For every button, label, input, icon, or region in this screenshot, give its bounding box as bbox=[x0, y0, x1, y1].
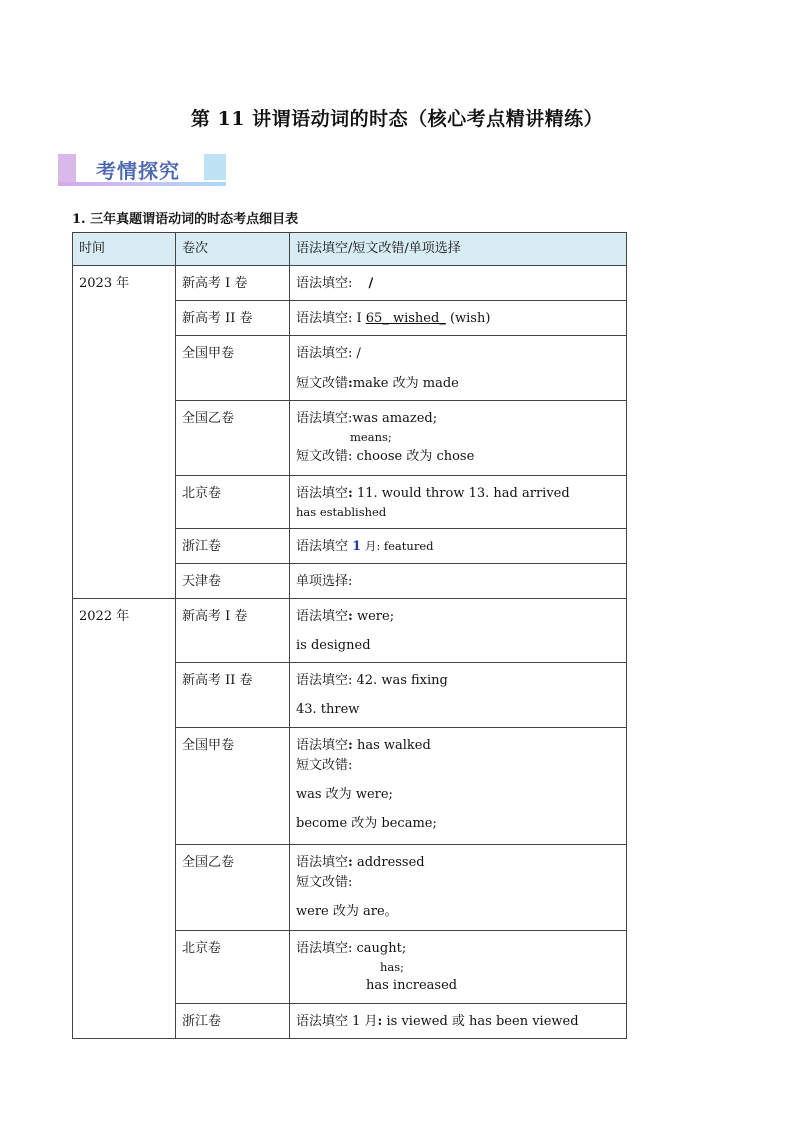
cell-text: : bbox=[348, 737, 353, 753]
cell-text: 语法填空: caught; bbox=[296, 940, 407, 956]
cell-text: 语法填空 bbox=[296, 608, 349, 624]
cell-text: addressed bbox=[352, 854, 425, 870]
paper-cell: 天津卷 bbox=[176, 563, 290, 598]
cell-text: 月: featured bbox=[361, 538, 434, 553]
content-cell bbox=[290, 336, 627, 400]
cell-text: has walked bbox=[352, 737, 431, 753]
paper-cell: 北京卷 bbox=[176, 930, 290, 1003]
content-cell bbox=[290, 663, 627, 727]
paper-cell: 全国乙卷 bbox=[176, 844, 290, 930]
paper-cell: 北京卷 bbox=[176, 475, 290, 528]
paper-cell: 新高考 II 卷 bbox=[176, 301, 290, 336]
content-cell bbox=[290, 475, 627, 528]
cell-text: / bbox=[368, 276, 374, 292]
content-cell bbox=[290, 400, 627, 475]
cell-text: 语法填空 bbox=[296, 538, 353, 554]
content-cell bbox=[290, 844, 627, 930]
paper-cell: 浙江卷 bbox=[176, 528, 290, 563]
cell-text: become 改为 became; bbox=[296, 815, 437, 831]
cell-text: : bbox=[348, 485, 353, 501]
exam-points-table bbox=[72, 232, 627, 1039]
cell-text: 11. would throw 13. had arrived bbox=[352, 485, 570, 501]
content-cell bbox=[290, 930, 627, 1003]
paper-cell: 全国甲卷 bbox=[176, 336, 290, 400]
cell-text: 语法填空 1 月 bbox=[296, 1013, 378, 1029]
header-cell-time: 时间 bbox=[73, 233, 176, 266]
banner-decor-right bbox=[204, 154, 226, 180]
header-cell-content: 语法填空/短文改错/单项选择 bbox=[290, 233, 627, 266]
cell-text: 43. threw bbox=[296, 702, 360, 718]
year-cell-2022: 2022 年 bbox=[73, 598, 176, 1038]
content-cell bbox=[290, 266, 627, 301]
content-cell bbox=[290, 301, 627, 336]
content-cell bbox=[290, 727, 627, 844]
cell-text: 65_ wished_ bbox=[365, 311, 446, 327]
cell-text: has established bbox=[296, 504, 387, 519]
table-row bbox=[73, 598, 627, 662]
cell-text: 短文改错 bbox=[296, 375, 349, 391]
cell-text: : bbox=[377, 1013, 383, 1029]
paper-cell: 全国乙卷 bbox=[176, 400, 290, 475]
cell-text: : bbox=[348, 854, 353, 870]
paper-cell: 浙江卷 bbox=[176, 1003, 290, 1038]
content-cell bbox=[290, 528, 627, 563]
banner-decor-left bbox=[58, 154, 76, 182]
content-cell bbox=[290, 1003, 627, 1038]
cell-text: 语法填空 bbox=[296, 854, 349, 870]
cell-text: were; bbox=[352, 608, 395, 624]
cell-text: 语法填空: bbox=[296, 276, 353, 292]
content-cell bbox=[290, 598, 627, 662]
content-cell: 单项选择: bbox=[290, 563, 627, 598]
cell-text: : bbox=[348, 608, 353, 624]
cell-text: means; bbox=[350, 429, 392, 444]
cell-text: 1 bbox=[352, 538, 362, 554]
cell-text: 语法填空: I bbox=[296, 311, 366, 327]
section-heading: 1. 三年真题谓语动词的时态考点细目表 bbox=[72, 212, 299, 227]
cell-text: 短文改错: choose 改为 chose bbox=[296, 448, 475, 464]
cell-text: 短文改错: bbox=[296, 874, 353, 890]
paper-cell: 新高考 II 卷 bbox=[176, 663, 290, 727]
cell-text: (wish) bbox=[445, 311, 491, 327]
cell-text: 语法填空 bbox=[296, 485, 349, 501]
cell-text: was 改为 were; bbox=[296, 786, 393, 802]
cell-text: has increased bbox=[366, 978, 458, 994]
paper-cell: 全国甲卷 bbox=[176, 727, 290, 844]
cell-text: : bbox=[348, 375, 353, 391]
banner-text: 考情探究 bbox=[96, 159, 180, 183]
cell-text: 语法填空:was amazed; bbox=[296, 410, 438, 426]
year-cell-2023: 2023 年 bbox=[73, 266, 176, 599]
cell-text: 短文改错: bbox=[296, 757, 353, 773]
paper-cell: 新高考 I 卷 bbox=[176, 266, 290, 301]
section-banner bbox=[58, 152, 230, 190]
paper-cell: 新高考 I 卷 bbox=[176, 598, 290, 662]
cell-text: is designed bbox=[296, 638, 371, 654]
cell-text: 语法填空: 42. was fixing bbox=[296, 673, 448, 689]
table-header-row bbox=[73, 233, 627, 266]
cell-text: were 改为 are。 bbox=[296, 903, 398, 919]
cell-text: make 改为 made bbox=[352, 375, 459, 391]
cell-text: 语法填空: / bbox=[296, 346, 361, 362]
page-title: 第 11 讲谓语动词的时态（核心考点精讲精练） bbox=[190, 108, 604, 130]
table-row bbox=[73, 266, 627, 301]
cell-text: has; bbox=[380, 959, 405, 974]
cell-text: 语法填空 bbox=[296, 737, 349, 753]
cell-text: is viewed 或 has been viewed bbox=[382, 1013, 579, 1029]
header-cell-paper: 卷次 bbox=[176, 233, 290, 266]
